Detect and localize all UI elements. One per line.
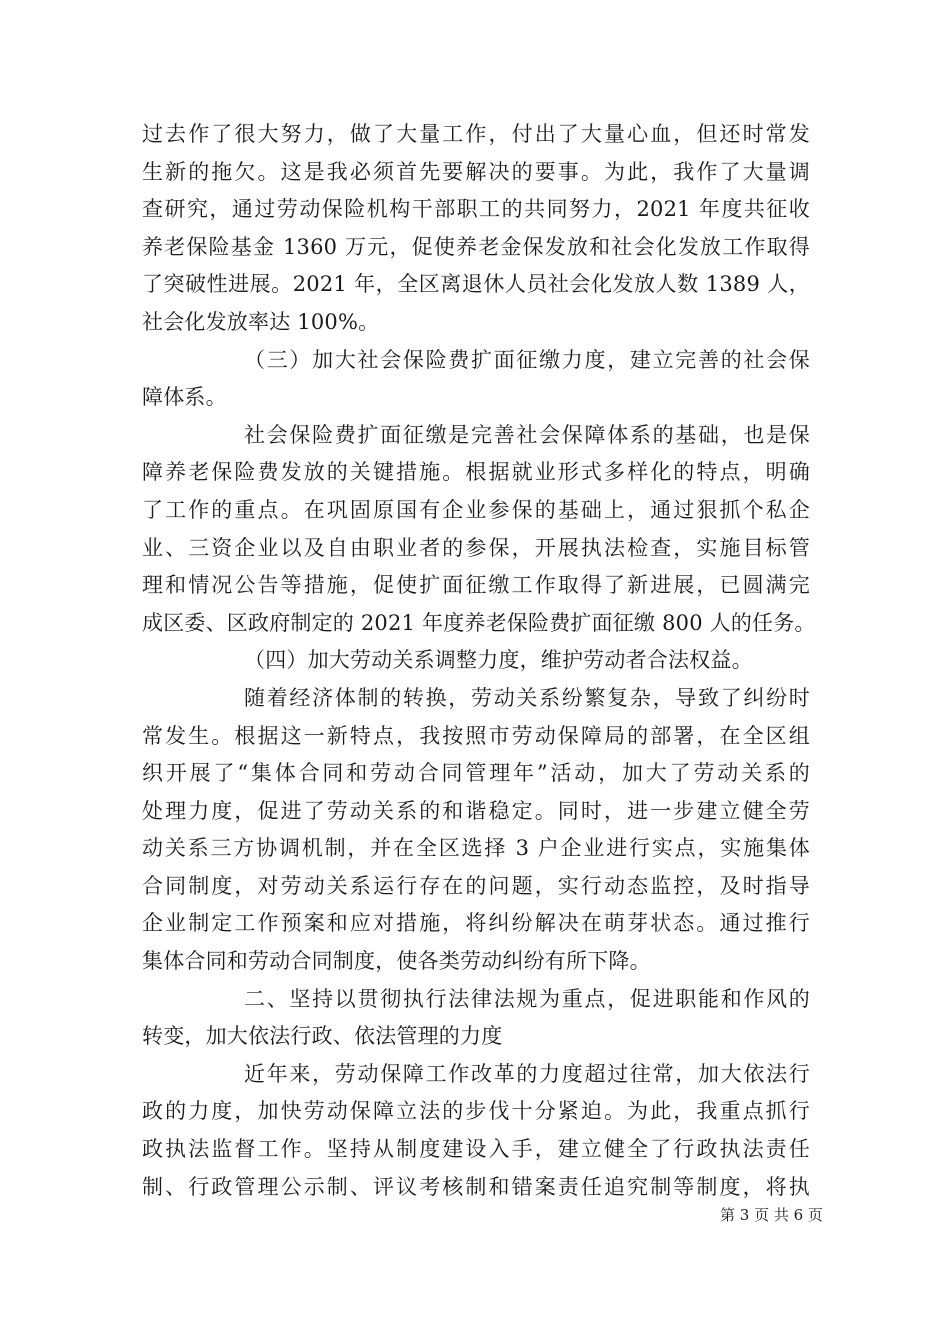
text-line: 社会化发放率达 100%。 <box>142 309 380 334</box>
text-line: 政的力度，加快劳动保障立法的步伐十分紧迫。为此，我重点抓行 <box>142 1099 810 1124</box>
page-number: 第 3 页 共 6 页 <box>720 1206 823 1224</box>
text-line: 理和情况公告等措施，促使扩面征缴工作取得了新进展，已圆满完 <box>142 573 810 598</box>
section-heading: 转变，加大依法行政、依法管理的力度 <box>142 1024 503 1049</box>
text-line: 处理力度，促进了劳动关系的和谐稳定。同时，进一步建立健全劳 <box>142 798 810 823</box>
text-line: 了突破性进展。2021 年，全区离退休人员社会化发放人数 1389 人， <box>142 272 810 297</box>
text-line: 动关系三方协调机制，并在全区选择 3 户企业进行实点，实施集体 <box>142 836 810 861</box>
body-text <box>142 116 816 1206</box>
paragraph-start: 社会保险费扩面征缴是完善社会保障体系的基础，也是保 <box>244 422 810 447</box>
text-line: 集体合同和劳动合同制度，使各类劳动纠纷有所下降。 <box>142 949 651 974</box>
text-line: 生新的拖欠。这是我必须首先要解决的要事。为此，我作了大量调 <box>142 159 810 184</box>
text-line: 养老保险基金 1360 万元，促使养老金保发放和社会化发放工作取得 <box>142 234 810 259</box>
text-line: 制、行政管理公示制、评议考核制和错案责任追究制等制度，将执 <box>142 1174 810 1199</box>
section-heading: （三）加大社会保险费扩面征缴力度，建立完善的社会保 <box>244 347 810 372</box>
text-line: 织开展了“集体合同和劳动合同管理年”活动，加大了劳动关系的 <box>142 761 810 786</box>
text-line: 企业制定工作预案和应对措施，将纠纷解决在萌芽状态。通过推行 <box>142 911 810 936</box>
text-line: 查研究，通过劳动保险机构干部职工的共同努力，2021 年度共征收 <box>142 197 810 222</box>
text-line: 业、三资企业以及自由职业者的参保，开展执法检查，实施目标管 <box>142 535 810 560</box>
text-line: 常发生。根据这一新特点，我按照市劳动保障局的部署，在全区组 <box>142 723 810 748</box>
text-line: 障养老保险费发放的关键措施。根据就业形式多样化的特点，明确 <box>142 460 810 485</box>
paragraph-start: 近年来，劳动保障工作改革的力度超过往常，加大依法行 <box>244 1061 810 1086</box>
section-heading: 二、坚持以贯彻执行法律法规为重点，促进职能和作风的 <box>244 986 810 1011</box>
paragraph-start: 随着经济体制的转换，劳动关系纷繁复杂，导致了纠纷时 <box>244 685 810 710</box>
text-line: 合同制度，对劳动关系运行存在的问题，实行动态监控，及时指导 <box>142 873 810 898</box>
text-line: 过去作了很大努力，做了大量工作，付出了大量心血，但还时常发 <box>142 122 810 146</box>
text-line: 政执法监督工作。坚持从制度建设入手，建立健全了行政执法责任 <box>142 1137 810 1162</box>
text-line: 成区委、区政府制定的 2021 年度养老保险费扩面征缴 800 人的任务。 <box>142 610 816 635</box>
section-heading: （四）加大劳动关系调整力度，维护劳动者合法权益。 <box>244 648 753 673</box>
text-line: 了工作的重点。在巩固原国有企业参保的基础上，通过狠抓个私企 <box>142 497 810 522</box>
section-heading: 障体系。 <box>142 385 227 410</box>
